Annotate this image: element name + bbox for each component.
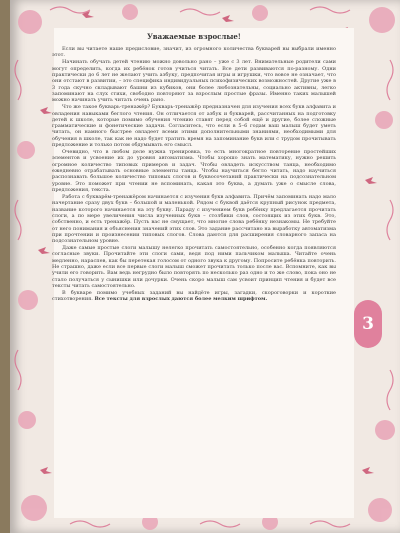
paragraph: Даже самые простые слоги малышу нелегко прочитать самостоятельно, особенно когда появляются согласные звуки. Прочитайте эти слоги сами, ведя под ними пальчиком малыша. Читайте очень медленно, нараспев, как бы перетекая голосом от одного звука к другому. Попросите ребёнка повторить. Не страшно, даже если все первые слоги малыш сможет прочитать только после вас. Вспомните, как вы учили его говорить. Вам ведь негрудно было повторять по несколько раз одно и то же слово, пока оно не стало получаться у сынишки или дочурки. Очень скоро малыш сам усвоит принцип чтения и будет все тексты читать самостоятельно. bbox=[52, 245, 336, 289]
final-bold-note: Все тексты для взрослых даются более мелким шрифтом. bbox=[94, 296, 268, 303]
page-heading: Уважаемые взрослые! bbox=[147, 32, 241, 41]
paragraph: Что же такое букварь-тренажёр? Букварь-тренажёр предназначен для изучения всех букв алфавита и овладения навыками беглого чтения. Он отличается от азбук и букварей, рассчитанных на подготовку детей к школе, которые помимо обучения чтению ставят перед собой ещё и другие, более сложные грамматические и фонетические задачи. Согласитесь, что если в 5–6 годам ваш малыш будет уметь читать, он намного быстрее овладеет всеми этими дополнительными знаниями, необходимыми для обучения в школе, так как не надо будет тратить время на запоминание букв или с трудом прочитывать предложение и только потом обдумывать его смысл. bbox=[52, 104, 336, 149]
paragraph: Если вы читаете наше предисловие, значит, из огромного количества букварей вы выбрали именно этот. bbox=[52, 46, 336, 59]
paragraph bbox=[52, 290, 336, 303]
paragraph: Очевидно, что в любом деле нужна тренировка, то есть многократное повторение простейших элементов и усвоение их до уровня автоматизма. Чтобы хорошо знать математику, нужно решить огромное количество типовых примеров и задач. Чтобы овладеть искусством танца, необходимо ежедневно отрабатывать основные элементы танца. Чтобы научиться бегло читать, надо научиться распознавать большое количество типовых слогов и буквосочетаний практически на подсознательном уровне. Это поможет при чтении не вспоминать, какая это буква, а думать уже о смысле слова, предложения, текста. bbox=[52, 149, 336, 193]
preface-text bbox=[52, 46, 336, 303]
page-number-badge: 3 bbox=[354, 300, 382, 348]
paragraph: Начинать обучать детей чтению можно довольно рано – уже с 3 лет. Внимательные родители сами могут определить, когда их ребёнок готов учиться читать. Все дети развиваются по-разному. Одни практически до 6 лет не желают учить азбуку, предпочитая игры и игрушки, что вовсе не означает, что они отстают в развитии, – это специфика индивидуальных психофизических возможностей. Другие уже в 3 года скучно складывают башни из кубиков, они более любознательны, социально активны, легко запоминают на слух стихи, свободно повторяют за взрослым простые фразы. Именно таких малышей можно начинать учить читать очень рано. bbox=[52, 59, 336, 104]
paragraph-text: В букваре помимо учебных заданий вы найдёте игры, загадки, скороговорки и короткие стихотворения. bbox=[52, 290, 336, 303]
paragraph: Работа с букварём-тренажёром начинается с изучения букв алфавита. Причём запоминать надо мало начертание сразу двух букв – большой и маленькой. Рядом с буквой даётся крупный рисунок предмета, название которого начинается на эту букву. Параду с изучением букв ребёнку предлагается прочитать слоги, а по мере увеличения числа изученных букв – столбики слов, состоящих из этих букв. Это, собственно, и есть тренажёр. Пусть вас не смущает, что многие слова ребёнку незнакомы. Не требуйте от него понимания и объяснения значений этих слов. Это задание рассчитано на выработку автоматизма при прочтении и произнесении типовых слогов. Слова даются для расширения словарного запаса на подсознательном уровне. bbox=[52, 194, 336, 245]
